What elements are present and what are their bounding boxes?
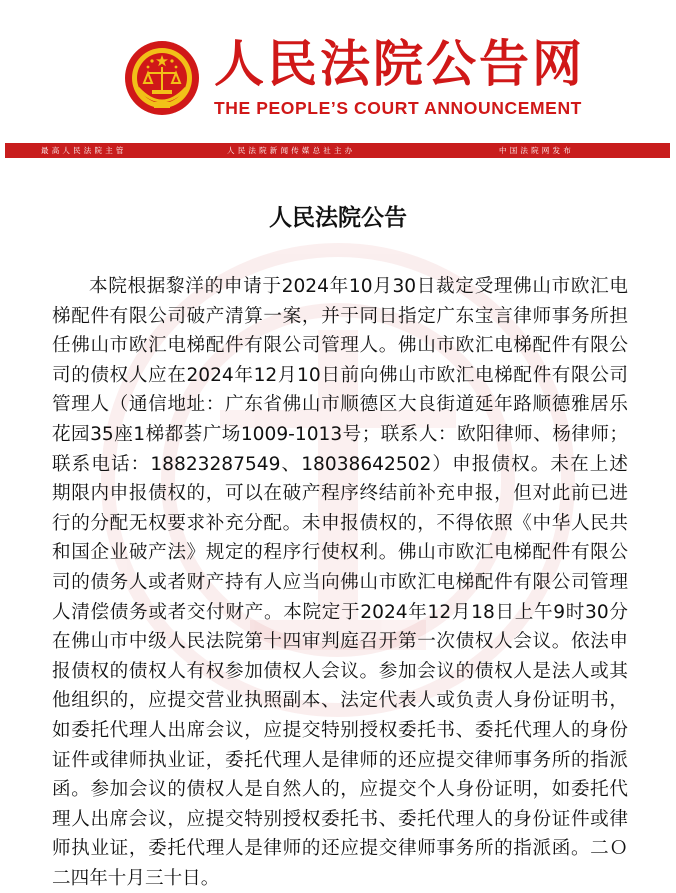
court-emblem-icon xyxy=(124,40,200,116)
banner-sponsor: 人民法院新闻传媒总社主办 xyxy=(227,146,356,155)
notice-body: 本院根据黎洋的申请于2024年10月30日裁定受理佛山市欧汇电梯配件有限公司破产清算一案，并于同日指定广东宝言律师事务所担任佛山市欧汇电梯配件有限公司管理人。佛山市欧汇电梯配件有限公司的债权人应在2024年12月10日前向佛山市欧汇电梯配件有限公司管理人（通信地址：广东省佛山市顺德区大良街道延年路顺德雅居乐花园35座1梯都荟广场1009-1013号；联系人：欧阳律师、杨律师；联系电话：18823287549、18038642502）申报债权。未在上述期限内申报债权的，可以在破产程序终结前补充申报，但对此前已进行的分配无权要求补充分配。未申报债权的，不得依照《中华人民共和国企业破产法》规定的程序行使权利。佛山市欧汇电梯配件有限公司的债务人或者财产持有人应当向佛山市欧汇电梯配件有限公司管理人清偿债务或者交付财产。本院定于2024年12月18日上午9时30分在佛山市中级人民法院第十四审判庭召开第一次债权人会议。依法申报债权的债权人有权参加债权人会议。参加会议的债权人是法人或其他组织的，应提交营业执照副本、法定代表人或负责人身份证明书，如委托代理人出席会议，应提交特别授权委托书、委托代理人的身份证件或律师执业证，委托代理人是律师的还应提交律师事务所的指派函。参加会议的债权人是自然人的，应提交个人身份证明，如委托代理人出席会议，应提交特别授权委托书、委托代理人的身份证件或律师执业证，委托代理人是律师的还应提交律师事务所的指派函。二Ｏ二四年十月三十日。 xyxy=(52,276,628,889)
banner-supervisor: 最高人民法院主管 xyxy=(41,146,127,155)
site-title-cn: 人民法院公告网 xyxy=(214,35,585,93)
site-header xyxy=(0,0,676,140)
masthead-banner xyxy=(5,143,670,158)
notice-title: 人民法院公告 xyxy=(269,205,407,231)
site-title-en: THE PEOPLE’S COURT ANNOUNCEMENT xyxy=(214,98,582,118)
banner-publisher: 中国法院网发布 xyxy=(499,146,574,155)
